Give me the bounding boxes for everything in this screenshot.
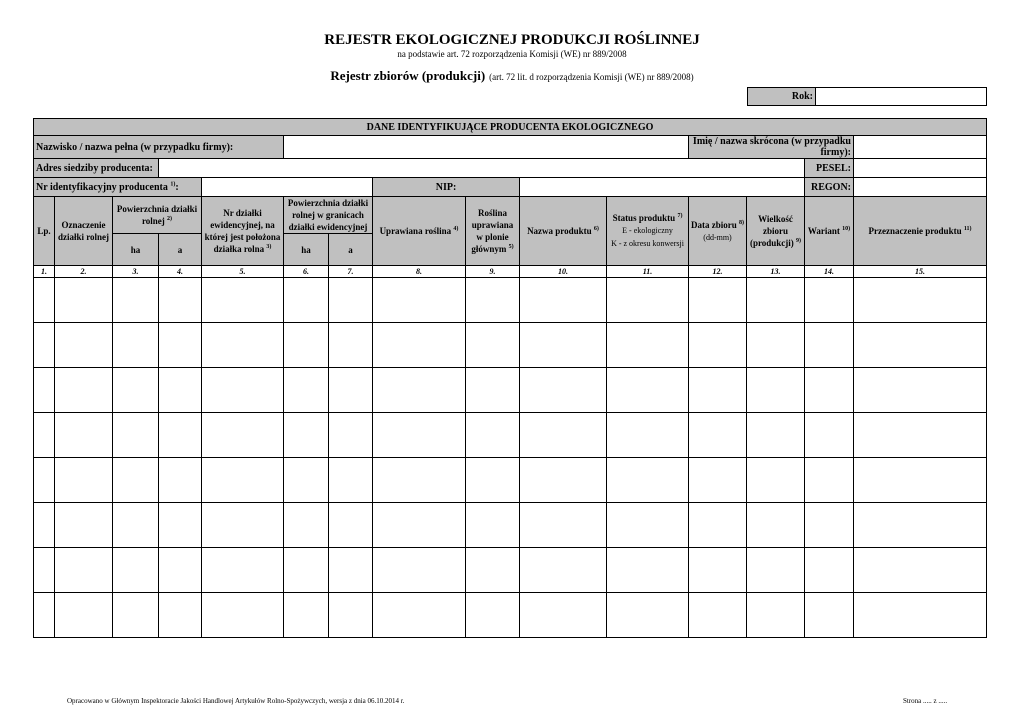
col-plot-area-text: Powierzchnia działki rolnej <box>116 204 198 226</box>
table-cell[interactable] <box>202 368 284 413</box>
first-name-label: Imię / nazwa skrócona (w przypadku firmy): <box>689 136 854 159</box>
table-cell[interactable] <box>520 278 607 323</box>
regon-label: REGON: <box>805 178 854 197</box>
producer-id-label <box>34 178 202 197</box>
col-status-text: Status produktu <box>612 213 676 223</box>
table-cell[interactable] <box>373 278 466 323</box>
nip-field[interactable] <box>520 178 805 197</box>
table-cell[interactable] <box>854 458 987 503</box>
col-harvest-date-header <box>689 197 747 266</box>
table-cell[interactable] <box>747 413 805 458</box>
table-cell[interactable] <box>466 548 520 593</box>
table-cell[interactable] <box>747 503 805 548</box>
column-number: 10. <box>520 266 607 278</box>
page-number: Strona ..... z ..... <box>903 697 948 705</box>
table-cell[interactable] <box>607 548 689 593</box>
table-cell[interactable] <box>747 593 805 638</box>
column-number: 11. <box>607 266 689 278</box>
regon-field[interactable] <box>854 178 987 197</box>
register-table <box>33 118 987 638</box>
table-cell[interactable] <box>520 548 607 593</box>
table-cell[interactable] <box>113 368 159 413</box>
table-cell[interactable] <box>113 278 159 323</box>
table-row <box>34 368 987 413</box>
table-cell[interactable] <box>805 278 854 323</box>
table-cell[interactable] <box>466 413 520 458</box>
col-harvest-date-format: (dd-mm) <box>703 232 732 242</box>
col-main-crop-footnote: 5) <box>508 244 514 250</box>
col-lp-header: Lp. <box>34 197 55 266</box>
table-cell[interactable] <box>520 323 607 368</box>
pesel-label: PESEL: <box>805 159 854 178</box>
column-number: 15. <box>854 266 987 278</box>
col-cadastral-area-header: Powierzchnia działki rolnej w granicach działki ewidencyjnej <box>284 197 373 234</box>
table-cell[interactable] <box>805 503 854 548</box>
table-cell[interactable] <box>329 458 373 503</box>
col-yield-header <box>747 197 805 266</box>
table-cell[interactable] <box>159 368 202 413</box>
col-crop-header <box>373 197 466 266</box>
table-cell[interactable] <box>202 458 284 503</box>
col-destination-header <box>854 197 987 266</box>
table-cell[interactable] <box>373 368 466 413</box>
form-title: REJESTR EKOLOGICZNEJ PRODUKCJI ROŚLINNEJ <box>324 32 700 48</box>
col-crop-text: Uprawiana roślina <box>379 226 452 236</box>
table-cell[interactable] <box>689 368 747 413</box>
table-row <box>34 458 987 503</box>
column-number: 6. <box>284 266 329 278</box>
table-cell[interactable] <box>520 593 607 638</box>
producer-id-footnote: 1) <box>170 181 176 188</box>
register-reference: (art. 72 lit. d rozporządzenia Komisji (WE) nr 889/2008) <box>489 72 694 82</box>
column-number: 14. <box>805 266 854 278</box>
table-cell[interactable] <box>55 548 113 593</box>
table-cell[interactable] <box>202 548 284 593</box>
table-row <box>34 323 987 368</box>
table-cell[interactable] <box>520 503 607 548</box>
year-box <box>747 87 987 106</box>
column-number: 2. <box>55 266 113 278</box>
table-cell[interactable] <box>55 323 113 368</box>
table-cell[interactable] <box>373 323 466 368</box>
table-cell[interactable] <box>113 548 159 593</box>
table-cell[interactable] <box>373 503 466 548</box>
table-cell[interactable] <box>329 323 373 368</box>
col-variant-footnote: 10) <box>842 226 851 232</box>
col-plot-area-ha: ha <box>113 234 159 266</box>
table-cell[interactable] <box>373 548 466 593</box>
table-cell[interactable] <box>805 413 854 458</box>
table-cell[interactable] <box>689 593 747 638</box>
table-cell[interactable] <box>329 368 373 413</box>
table-cell[interactable] <box>34 503 55 548</box>
table-cell[interactable] <box>747 548 805 593</box>
col-plot-mark-header: Oznaczenie działki rolnej <box>55 197 113 266</box>
table-cell[interactable] <box>607 593 689 638</box>
section-title: DANE IDENTYFIKUJĄCE PRODUCENTA EKOLOGICZNEGO <box>34 119 987 136</box>
table-cell[interactable] <box>34 413 55 458</box>
table-cell[interactable] <box>520 413 607 458</box>
table-cell[interactable] <box>55 593 113 638</box>
col-destination-text: Przeznaczenie produktu <box>868 226 962 236</box>
col-main-crop-header <box>466 197 520 266</box>
table-cell[interactable] <box>747 368 805 413</box>
table-cell[interactable] <box>55 503 113 548</box>
col-cadastral-no-footnote: 3) <box>266 244 272 250</box>
table-row <box>34 278 987 323</box>
table-cell[interactable] <box>284 503 329 548</box>
table-cell[interactable] <box>805 323 854 368</box>
table-cell[interactable] <box>805 368 854 413</box>
table-cell[interactable] <box>34 278 55 323</box>
table-cell[interactable] <box>113 458 159 503</box>
column-number: 4. <box>159 266 202 278</box>
table-cell[interactable] <box>805 548 854 593</box>
table-cell[interactable] <box>689 548 747 593</box>
col-product-name-footnote: 6) <box>593 226 599 232</box>
col-cadastral-no-header <box>202 197 284 266</box>
table-cell[interactable] <box>689 413 747 458</box>
form-subtitle: na podstawie art. 72 rozporządzenia Komisji (WE) nr 889/2008 <box>397 49 627 59</box>
col-harvest-date-text: Data zbioru <box>691 219 737 230</box>
table-cell[interactable] <box>854 503 987 548</box>
table-cell[interactable] <box>607 413 689 458</box>
table-cell[interactable] <box>607 458 689 503</box>
table-cell[interactable] <box>159 593 202 638</box>
col-yield-text: Wielkość zbioru (produkcji) <box>749 214 794 248</box>
col-plot-area-footnote: 2) <box>167 216 173 222</box>
first-name-field[interactable] <box>854 136 987 159</box>
column-number: 7. <box>329 266 373 278</box>
table-cell[interactable] <box>466 458 520 503</box>
table-cell[interactable] <box>159 323 202 368</box>
table-cell[interactable] <box>854 368 987 413</box>
table-cell[interactable] <box>329 278 373 323</box>
table-cell[interactable] <box>34 368 55 413</box>
col-variant-header <box>805 197 854 266</box>
table-cell[interactable] <box>284 368 329 413</box>
name-label: Nazwisko / nazwa pełna (w przypadku firmy): <box>34 136 284 159</box>
name-field[interactable] <box>284 136 689 159</box>
table-cell[interactable] <box>284 458 329 503</box>
table-cell[interactable] <box>34 458 55 503</box>
footer-note: Opracowano w Głównym Inspektoracie Jakości Handlowej Artykułów Rolno-Spożywczych, wersja z dnia 06.10.2014 r. <box>67 697 405 705</box>
table-cell[interactable] <box>373 593 466 638</box>
col-status-header <box>607 197 689 266</box>
year-label: Rok: <box>748 88 816 106</box>
table-cell[interactable] <box>329 593 373 638</box>
table-cell[interactable] <box>805 458 854 503</box>
col-main-crop-text: Roślina uprawiana w plonie głównym <box>471 208 514 254</box>
table-cell[interactable] <box>854 593 987 638</box>
table-cell[interactable] <box>466 593 520 638</box>
year-field[interactable] <box>816 88 987 106</box>
table-cell[interactable] <box>113 413 159 458</box>
table-cell[interactable] <box>34 593 55 638</box>
table-cell[interactable] <box>854 413 987 458</box>
table-cell[interactable] <box>55 413 113 458</box>
table-cell[interactable] <box>520 458 607 503</box>
column-number: 5. <box>202 266 284 278</box>
table-cell[interactable] <box>689 503 747 548</box>
col-product-name-text: Nazwa produktu <box>527 226 592 236</box>
table-cell[interactable] <box>202 413 284 458</box>
table-cell[interactable] <box>373 458 466 503</box>
table-cell[interactable] <box>113 323 159 368</box>
pesel-field[interactable] <box>854 159 987 178</box>
register-name: Rejestr zbiorów (produkcji) <box>330 68 486 83</box>
col-plot-area-a: a <box>159 234 202 266</box>
col-yield-footnote: 9) <box>796 238 802 244</box>
col-harvest-date-footnote: 8) <box>739 219 744 226</box>
col-status-e: E - ekologiczny <box>622 226 673 235</box>
table-cell[interactable] <box>466 368 520 413</box>
table-cell[interactable] <box>607 323 689 368</box>
column-number: 3. <box>113 266 159 278</box>
col-cadastral-area-ha: ha <box>284 234 329 266</box>
table-cell[interactable] <box>159 548 202 593</box>
table-cell[interactable] <box>805 593 854 638</box>
col-crop-footnote: 4) <box>453 226 459 232</box>
table-cell[interactable] <box>747 278 805 323</box>
table-cell[interactable] <box>329 503 373 548</box>
register-heading <box>0 68 1024 85</box>
nip-label: NIP: <box>373 178 520 197</box>
col-status-k: K - z okresu konwersji <box>611 239 684 248</box>
table-cell[interactable] <box>466 323 520 368</box>
table-cell[interactable] <box>329 548 373 593</box>
table-cell[interactable] <box>747 458 805 503</box>
column-number: 12. <box>689 266 747 278</box>
col-cadastral-area-a: a <box>329 234 373 266</box>
table-cell[interactable] <box>466 503 520 548</box>
col-plot-area-header <box>113 197 202 234</box>
table-cell[interactable] <box>607 368 689 413</box>
table-cell[interactable] <box>55 458 113 503</box>
producer-id-field[interactable] <box>202 178 373 197</box>
table-cell[interactable] <box>113 593 159 638</box>
table-cell[interactable] <box>689 458 747 503</box>
col-variant-text: Wariant <box>807 226 840 236</box>
table-cell[interactable] <box>854 323 987 368</box>
table-cell[interactable] <box>159 458 202 503</box>
table-cell[interactable] <box>113 503 159 548</box>
table-cell[interactable] <box>202 593 284 638</box>
table-cell[interactable] <box>159 413 202 458</box>
table-row <box>34 548 987 593</box>
col-destination-footnote: 11) <box>963 226 972 232</box>
column-number: 9. <box>466 266 520 278</box>
table-cell[interactable] <box>284 413 329 458</box>
col-product-name-header <box>520 197 607 266</box>
table-cell[interactable] <box>159 278 202 323</box>
table-cell[interactable] <box>607 278 689 323</box>
table-cell[interactable] <box>284 593 329 638</box>
producer-id-label-text: Nr identyfikacyjny producenta <box>36 181 168 193</box>
column-number: 8. <box>373 266 466 278</box>
col-status-footnote: 7) <box>677 213 683 219</box>
table-row <box>34 503 987 548</box>
column-number: 1. <box>34 266 55 278</box>
table-cell[interactable] <box>854 278 987 323</box>
table-row <box>34 413 987 458</box>
table-cell[interactable] <box>284 548 329 593</box>
table-cell[interactable] <box>689 323 747 368</box>
producer-id-colon: : <box>175 181 179 193</box>
table-cell[interactable] <box>607 503 689 548</box>
table-cell[interactable] <box>34 548 55 593</box>
address-field[interactable] <box>159 159 805 178</box>
data-rows <box>34 278 987 638</box>
table-cell[interactable] <box>202 323 284 368</box>
table-cell[interactable] <box>284 278 329 323</box>
table-row <box>34 593 987 638</box>
table-cell[interactable] <box>202 278 284 323</box>
table-cell[interactable] <box>34 323 55 368</box>
table-cell[interactable] <box>520 368 607 413</box>
table-cell[interactable] <box>373 413 466 458</box>
col-cadastral-no-text: Nr działki ewidencyjnej, na której jest położona działka rolna <box>204 208 281 254</box>
table-cell[interactable] <box>329 413 373 458</box>
table-cell[interactable] <box>284 323 329 368</box>
table-cell[interactable] <box>55 278 113 323</box>
table-cell[interactable] <box>854 548 987 593</box>
table-cell[interactable] <box>202 503 284 548</box>
table-cell[interactable] <box>689 278 747 323</box>
column-number: 13. <box>747 266 805 278</box>
table-cell[interactable] <box>55 368 113 413</box>
table-cell[interactable] <box>747 323 805 368</box>
table-cell[interactable] <box>159 503 202 548</box>
table-cell[interactable] <box>466 278 520 323</box>
address-label: Adres siedziby producenta: <box>34 159 159 178</box>
